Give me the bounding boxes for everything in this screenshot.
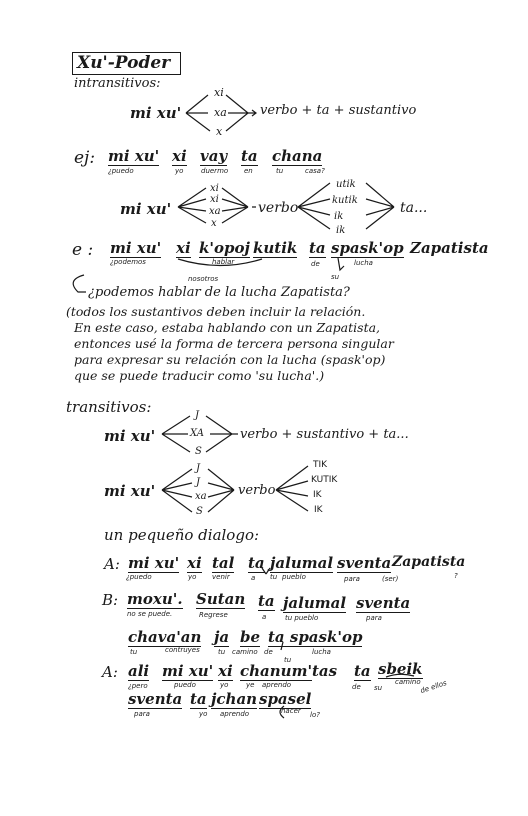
ej2-question: ¿podemos hablar de la lucha Zapatista? [88, 285, 350, 300]
diagram2-right-form: ik [334, 211, 344, 222]
note-line: entonces usé la forma de tercera persona singular [74, 336, 394, 351]
a1-word: sventa [337, 554, 392, 572]
ej2-word: kutik [253, 239, 298, 257]
a2-gloss: ¿pero [128, 682, 148, 690]
a1-gloss: ¿puedo [126, 573, 152, 581]
a2-label: A: [102, 663, 118, 681]
b1-gloss: tu [130, 648, 138, 656]
a2-gloss: yo [220, 681, 229, 689]
a1-word: tal [212, 554, 235, 572]
a2-gloss: para [134, 710, 150, 718]
a1-label: A: [104, 555, 120, 573]
a1-gloss: venir [212, 573, 230, 581]
diagram2-form: xi [210, 194, 219, 205]
ej1-gloss: en [244, 167, 253, 175]
diagram4-right-form: IK [314, 505, 323, 515]
ej2-word: xi [176, 239, 191, 257]
b1-word: jalumal [283, 594, 347, 612]
diagram1-formula: verbo + ta + sustantivo [260, 103, 417, 118]
a2-word: chanum' [240, 662, 313, 680]
ej1-word-vay: vay [200, 147, 228, 165]
ej2-word: k'opoj [199, 239, 250, 257]
b1-gloss: de [264, 648, 273, 656]
b1-word: ta spask'op [268, 628, 363, 646]
b1-word: sventa [356, 594, 411, 612]
diagram2-form: xi [210, 183, 219, 194]
diagram2-form: x [211, 218, 217, 229]
a2-word: mi xu' [162, 662, 214, 680]
a2-word: spasel [259, 690, 312, 708]
diagram3-form: XA [190, 428, 204, 439]
diagram2-tail: ta... [400, 200, 428, 216]
diagram2-verbo: verbo [258, 200, 299, 216]
a2-gloss: camino [395, 678, 421, 686]
b1-gloss: contruyes [165, 646, 200, 654]
b1-gloss: tu [218, 648, 226, 656]
ej1-gloss: casa? [305, 167, 325, 175]
diagram2-right-form: kutik [332, 195, 358, 206]
b1-gloss: para [366, 614, 382, 622]
diagram4-form: J [196, 463, 201, 474]
a2-gloss: su [374, 684, 383, 692]
diagram3-form: S [195, 446, 202, 457]
a2-gloss: lo? [310, 711, 320, 719]
ej1-word-ta: ta [241, 147, 258, 165]
note-line: En este caso, estaba hablando con un Zapatista, [74, 320, 381, 335]
b1-word: chava'an [128, 628, 202, 646]
a1-gloss: para [344, 575, 360, 583]
diagram1-mixu: mi xu' [130, 104, 182, 122]
diagram3-form: J [195, 410, 200, 421]
a2-gloss: hacer [281, 707, 301, 715]
a2-gloss: aprendo [262, 681, 292, 689]
ej2-gloss: lucha [354, 259, 373, 267]
a1-word: mi xu' [128, 554, 180, 572]
ej2-gloss: de [311, 260, 320, 268]
b1-word: moxu'. [127, 590, 183, 608]
diagram4-right-form: IK [313, 490, 322, 500]
b1-gloss: camino [232, 648, 258, 656]
a2-word: tas [312, 662, 338, 680]
a1-gloss: yo [188, 573, 197, 581]
a1-gloss: tu [270, 573, 278, 581]
ej2-word: ta [309, 239, 326, 257]
diagram4-right-form: KUTIK [311, 475, 338, 485]
ej2-gloss: ¿podemos [110, 258, 146, 266]
diagram4-form: xa [195, 491, 207, 502]
b1-gloss: lucha [312, 648, 331, 656]
a1-word: jalumal [270, 554, 334, 572]
diagram2-form: xa [209, 206, 221, 217]
diagram3-mixu: mi xu' [104, 427, 156, 445]
a2-word: ta [190, 690, 207, 708]
a2-word: jchan [211, 690, 258, 708]
ej2-word: spask'op [331, 239, 404, 257]
b1-word: be [240, 628, 261, 646]
ej2-word: mi xu' [110, 239, 162, 257]
ej2-gloss: hablar [212, 258, 235, 266]
b1-gloss: tu [284, 656, 292, 664]
a1-gloss: a [251, 574, 256, 582]
b1-word: ja [214, 628, 230, 646]
a1-gloss: (ser) [382, 575, 399, 583]
dialogo-heading: un pequeño dialogo: [104, 526, 260, 544]
a1-gloss: ? [454, 572, 458, 580]
a1-gloss: pueblo [282, 573, 306, 581]
ej1-word-chana: chana [272, 147, 323, 165]
ej1-gloss: ¿puedo [108, 167, 134, 175]
diagram3-formula: verbo + sustantivo + ta... [240, 427, 409, 442]
a1-word: ta [248, 554, 265, 572]
note-line: que se puede traducir como 'su lucha'.) [74, 368, 325, 383]
diagram2-right-form: utik [336, 179, 356, 190]
ej1-label: ej: [74, 148, 96, 168]
a2-gloss: puedo [174, 681, 196, 689]
b1-gloss: no se puede. [127, 610, 173, 618]
a1-word: xi [187, 554, 202, 572]
ej2-label: e : [72, 240, 94, 260]
a2-gloss: aprendo [220, 710, 250, 718]
a2-word: ali [128, 662, 150, 680]
a2-gloss: de [352, 683, 361, 691]
diagram4-form: S [196, 506, 203, 517]
note-line: para expresar su relación con la lucha (spask'op) [74, 352, 386, 367]
a2-word: sbeik [378, 660, 423, 678]
a2-gloss: de ellos [419, 679, 448, 695]
a2-word: xi [218, 662, 233, 680]
b1-gloss: a [262, 613, 267, 621]
diagram4-right-form: TIK [313, 460, 328, 470]
b1-word: ta [258, 592, 275, 610]
b1-gloss: Regrese [199, 611, 228, 619]
ej2-gloss: nosotros [188, 275, 219, 283]
a2-gloss: ye [246, 681, 255, 689]
diagram2-mixu: mi xu' [120, 200, 172, 218]
ej2-gloss: su [331, 273, 340, 281]
ej2-word: Zapatista [410, 239, 489, 257]
intransitivos-heading: intransitivos: [74, 76, 161, 91]
a2-gloss: yo [199, 710, 208, 718]
ej1-gloss: yo [175, 167, 184, 175]
b1-label: B: [102, 591, 119, 609]
a1-word: Zapatista [392, 554, 466, 570]
diagram2-right-form: ik [336, 225, 346, 236]
ej1-gloss: duermo [201, 167, 229, 175]
diagram1-form-xi: xi [214, 86, 224, 99]
transitivos-heading: transitivos: [66, 398, 152, 416]
diagram1-form-xa: xa [214, 106, 227, 119]
b1-word: Sutan [196, 590, 246, 608]
diagram4-form: J [196, 477, 201, 488]
ej1-word-mixu: mi xu' [108, 147, 160, 165]
diagram1-form-x: x [216, 125, 223, 138]
diagram4-verbo: verbo [238, 483, 276, 498]
a2-word: sventa [128, 690, 183, 708]
page-title: Xu'-Poder [72, 52, 181, 75]
note-line: (todos los sustantivos deben incluir la relación. [66, 304, 366, 319]
ej1-gloss: tu [276, 167, 284, 175]
b1-gloss: tu pueblo [285, 614, 319, 622]
a2-word: ta [354, 662, 371, 680]
ej1-word-xi: xi [172, 147, 187, 165]
diagram4-mixu: mi xu' [104, 482, 156, 500]
